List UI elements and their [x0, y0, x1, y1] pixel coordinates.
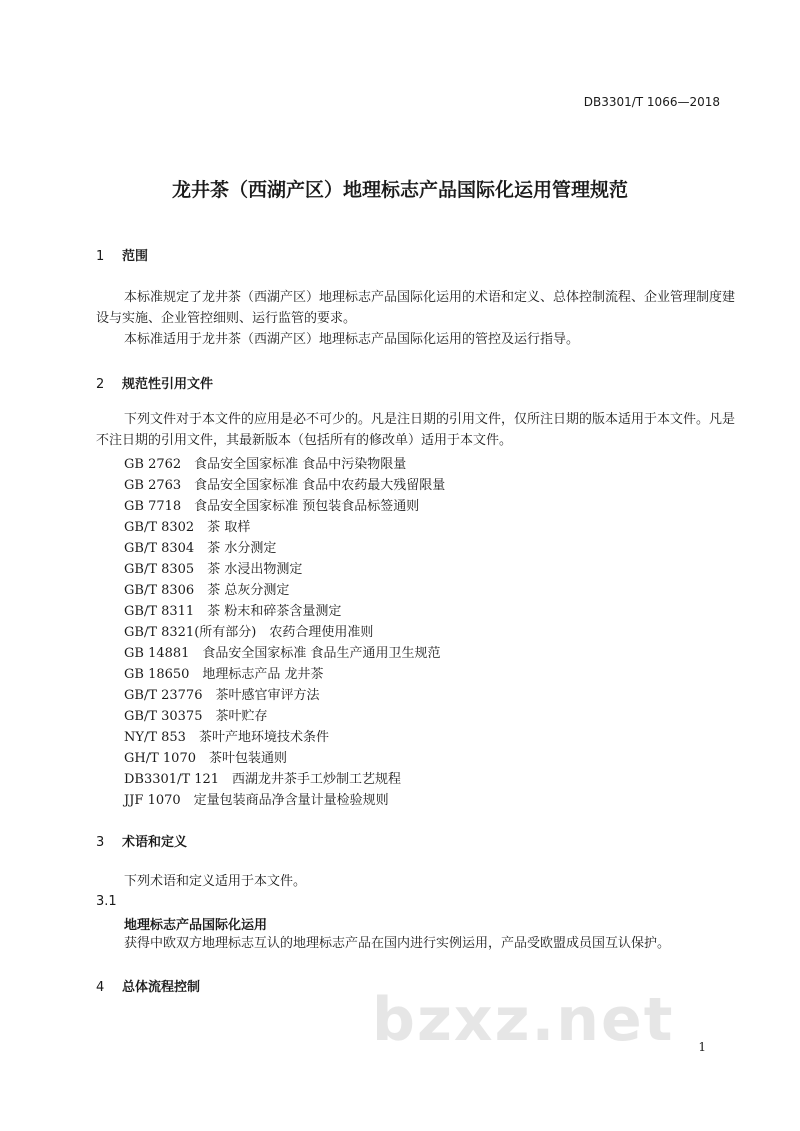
section-number: 2 [96, 377, 105, 392]
page-number: 1 [698, 1040, 706, 1054]
reference-item: GB 18650 地理标志产品 龙井茶 [124, 667, 324, 682]
reference-item: GB 2763 食品安全国家标准 食品中农药最大残留限量 [124, 478, 446, 493]
reference-item: GB 14881 食品安全国家标准 食品生产通用卫生规范 [124, 646, 441, 661]
reference-item: JJF 1070 定量包装商品净含量计量检验规则 [124, 793, 389, 808]
reference-item: GB/T 23776 茶叶感官审评方法 [124, 688, 320, 703]
reference-item: GB/T 8321(所有部分) 农药合理使用准则 [124, 625, 374, 640]
reference-item: GB/T 8311 茶 粉末和碎茶含量测定 [124, 604, 342, 619]
term-definition: 获得中欧双方地理标志互认的地理标志产品在国内进行实例运用，产品受欧盟成员国互认保护。 [124, 936, 671, 951]
reference-item: GH/T 1070 茶叶包装通则 [124, 751, 287, 766]
paragraph: 本标准适用于龙井茶（西湖产区）地理标志产品国际化运用的管控及运行指导。 [124, 332, 580, 347]
section-title: 规范性引用文件 [122, 377, 214, 392]
paragraph: 本标准规定了龙井茶（西湖产区）地理标志产品国际化运用的术语和定义、总体控制流程、企业管理制度建设与实施、企业管控细则、运行监管的要求。 [96, 290, 736, 326]
term-title: 地理标志产品国际化运用 [124, 918, 268, 933]
reference-item: GB/T 8304 茶 水分测定 [124, 541, 277, 556]
reference-item: GB/T 30375 茶叶贮存 [124, 709, 268, 724]
section-heading-4 [96, 976, 200, 995]
paragraph: 下列文件对于本文件的应用是必不可少的。凡是注日期的引用文件，仅所注日期的版本适用于本文件。凡是不注日期的引用文件，其最新版本（包括所有的修改单）适用于本文件。 [96, 412, 736, 448]
reference-item: GB 2762 食品安全国家标准 食品中污染物限量 [124, 457, 407, 472]
section-heading-1 [96, 245, 148, 264]
reference-item: GB/T 8302 茶 取样 [124, 520, 251, 535]
watermark: bzxz.net [372, 985, 675, 1055]
subsection-number: 3.1 [96, 894, 117, 909]
section-title: 总体流程控制 [122, 980, 201, 995]
reference-item: DB3301/T 121 西湖龙井茶手工炒制工艺规程 [124, 772, 402, 787]
section-title: 范围 [122, 249, 149, 264]
section-heading-3 [96, 831, 187, 850]
section-number: 4 [96, 980, 105, 995]
reference-item: GB 7718 食品安全国家标准 预包装食品标签通则 [124, 499, 420, 514]
section-heading-2 [96, 373, 213, 392]
section-number: 1 [96, 249, 105, 264]
section-number: 3 [96, 835, 105, 850]
paragraph: 下列术语和定义适用于本文件。 [124, 874, 307, 889]
reference-item: GB/T 8306 茶 总灰分测定 [124, 583, 290, 598]
standard-number: DB3301/T 1066—2018 [583, 95, 720, 109]
reference-item: NY/T 853 茶叶产地环境技术条件 [124, 730, 329, 745]
reference-item: GB/T 8305 茶 水浸出物测定 [124, 562, 303, 577]
document-title: 龙井茶（西湖产区）地理标志产品国际化运用管理规范 [171, 179, 628, 201]
section-title: 术语和定义 [122, 835, 188, 850]
